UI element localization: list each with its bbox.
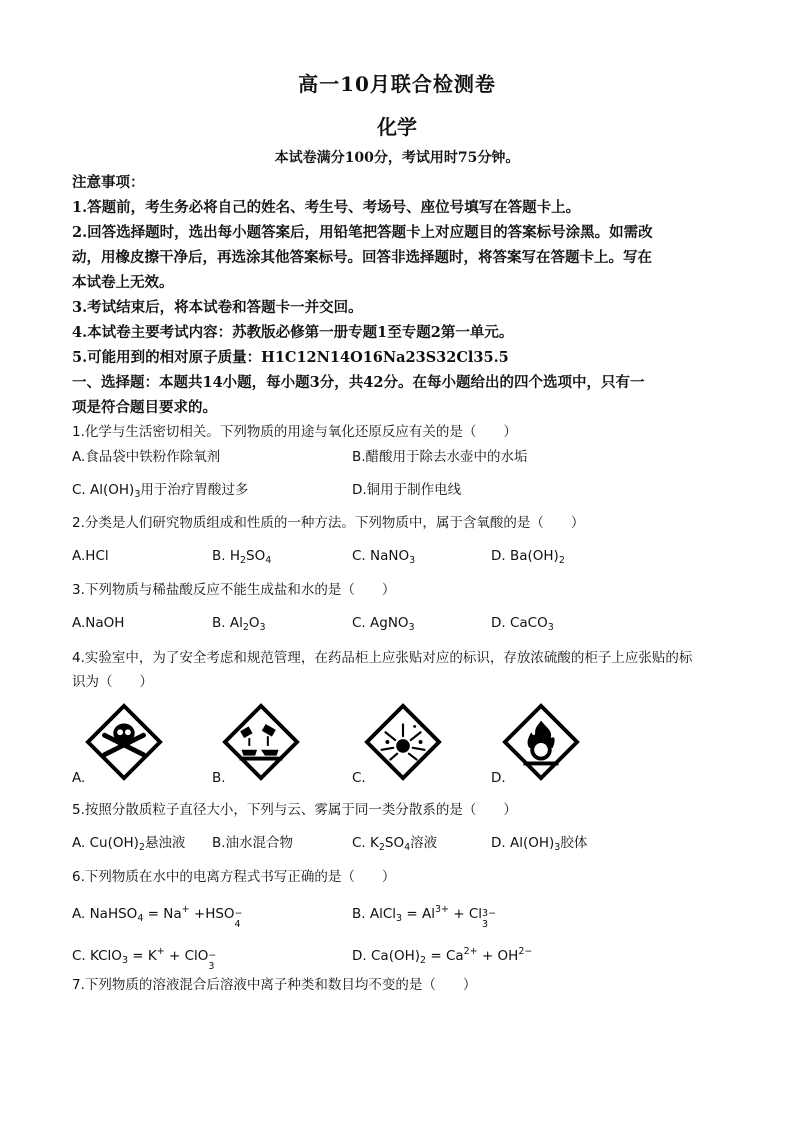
q3-option-c: C. AgNO$_3$ — [352, 615, 415, 633]
q5-option-c: C. $K_2SO_4$溶液 — [352, 835, 438, 853]
note-2-line-3: 本试卷上无效。 — [72, 274, 174, 291]
q6-option-a: A. NaHSO$_4$ = Na+ +HSO − 4 — [72, 904, 243, 930]
explosive-icon — [364, 703, 442, 781]
note-5: 5.可能用到的相对原子质量：H1C12N14O16Na23S32Cl35.5 — [72, 349, 509, 366]
q4-option-a: A. — [72, 770, 86, 786]
note-2-line-1: 2.回答选择题时，选出每小题答案后，用铅笔把答题卡上对应题目的答案标号涂黑。如需改 — [72, 224, 653, 241]
corrosive-icon — [222, 703, 300, 781]
q6-option-d: D. $Ca(OH)_2 = Ca^{2+} + OH^{2-}$ — [352, 946, 533, 966]
q3-option-b: B. $Al_2O_3$ — [212, 615, 266, 633]
note-4: 4.本试卷主要考试内容：苏教版必修第一册专题1至专题2第一单元。 — [72, 324, 514, 341]
exam-title: 高一10月联合检测卷 — [298, 72, 496, 96]
q2-option-b: B. $H_2SO_4$ — [212, 548, 272, 566]
q2-option-c: C. NaNO$_3$ — [352, 548, 416, 566]
section-1-line-1: 一、选择题：本题共14小题，每小题3分，共42分。在每小题给出的四个选项中，只有一 — [72, 374, 645, 391]
q3-option-d: D. CaCO$_3$ — [491, 615, 554, 633]
q6-option-b: B. AlCl$_3$ = $Al^{3+} + Cl$ 3− 3 — [352, 904, 497, 930]
q2-option-d: D. $Ba(OH)_2$ — [491, 548, 565, 566]
q5-option-b: B.油水混合物 — [212, 835, 294, 851]
exam-subject: 化学 — [377, 115, 417, 139]
question-4-stem-line-1: 4.实验室中，为了安全考虑和规范管理，在药品柜上应张贴对应的标识，存放浓硫酸的柜子上应张贴的标 — [72, 650, 693, 666]
q3-option-a: A.NaOH — [72, 615, 125, 631]
q2-option-a: A.HCl — [72, 548, 109, 564]
question-4-stem-line-2: 识为（ ） — [72, 674, 153, 690]
oxidizer-icon — [502, 703, 580, 781]
q5-option-d: D. $Al(OH)_3$胶体 — [491, 835, 588, 853]
question-1-stem: 1.化学与生活密切相关。下列物质的用途与氧化还原反应有关的是（ ） — [72, 424, 517, 440]
q4-option-d: D. — [491, 770, 506, 786]
note-1: 1.答题前，考生务必将自己的姓名、考生号、考场号、座位号填写在答题卡上。 — [72, 199, 581, 216]
q6-option-c: C. KClO$_3$ = K+ + ClO − 3 — [72, 946, 217, 972]
q4-option-b: B. — [212, 770, 226, 786]
q5-option-a: A. $Cu(OH)_2$悬浊液 — [72, 835, 186, 853]
question-5-stem: 5.按照分散质粒子直径大小，下列与云、雾属于同一类分散系的是（ ） — [72, 802, 517, 818]
note-3: 3.考试结束后，将本试卷和答题卡一并交回。 — [72, 299, 363, 316]
score-info: 本试卷满分100分，考试用时75分钟。 — [274, 150, 520, 166]
section-1-line-2: 项是符合题目要求的。 — [72, 399, 217, 416]
notes-heading: 注意事项： — [72, 174, 145, 191]
skull-crossbones-icon — [85, 703, 163, 781]
note-2-line-2: 动，用橡皮擦干净后，再选涂其他答案标号。回答非选择题时，将答案写在答题卡上。写在 — [72, 249, 652, 266]
q1-option-c: C. $Al(OH)_3$用于治疗胃酸过多 — [72, 482, 249, 500]
question-2-stem: 2.分类是人们研究物质组成和性质的一种方法。下列物质中，属于含氧酸的是（ ） — [72, 515, 585, 531]
q1-option-a: A.食品袋中铁粉作除氧剂 — [72, 449, 221, 465]
q1-option-d: D.铜用于制作电线 — [352, 482, 462, 498]
q4-option-c: C. — [352, 770, 366, 786]
question-3-stem: 3.下列物质与稀盐酸反应不能生成盐和水的是（ ） — [72, 582, 396, 598]
question-7-stem: 7.下列物质的溶液混合后溶液中离子种类和数目均不变的是（ ） — [72, 977, 477, 993]
question-6-stem: 6.下列物质在水中的电离方程式书写正确的是（ ） — [72, 869, 396, 885]
q1-option-b: B.醋酸用于除去水壶中的水垢 — [352, 449, 528, 465]
